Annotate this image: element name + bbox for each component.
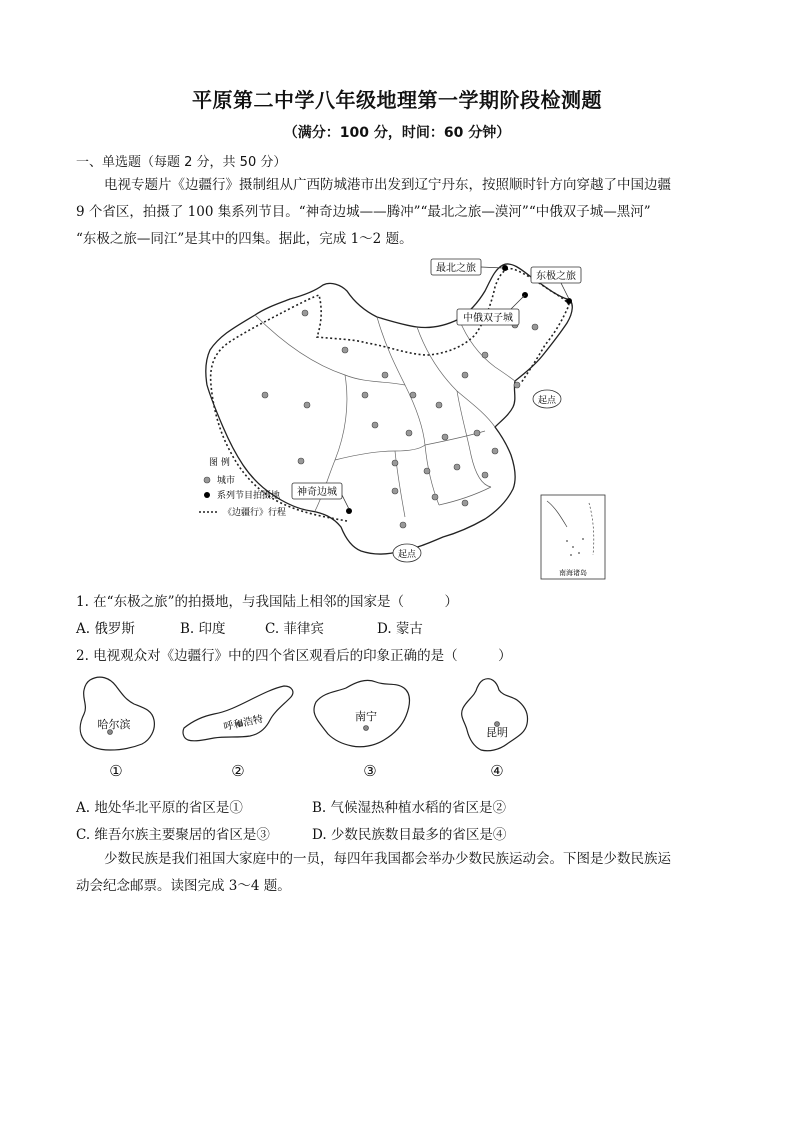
map-callouts — [292, 259, 581, 562]
china-map-figure — [195, 255, 615, 585]
intro-line: 9 个省区，拍摄了 100 集系列节目。“神奇边城——腾冲”“最北之旅—漠河”“中俄双子城—黑河” — [76, 204, 651, 220]
province-1-shape — [70, 670, 170, 760]
q2-option-c[interactable]: C. 维吾尔族主要聚居的省区是③ — [76, 827, 270, 843]
province-1-number: ① — [109, 762, 123, 780]
section2-intro — [76, 846, 724, 900]
south-china-sea-inset — [541, 495, 605, 579]
province-4-shape — [455, 672, 545, 762]
q1-option-a[interactable]: A. 俄罗斯 — [76, 621, 135, 637]
intro-line: 少数民族是我们祖国大家庭中的一员，每四年我国都会举办少数民族运动会。下图是少数民族运 — [104, 851, 671, 867]
intro-line: 电视专题片《边疆行》摄制组从广西防城港市出发到辽宁丹东，按照顺时针方向穿越了中国边疆 — [104, 177, 671, 193]
province-4-city: 昆明 — [486, 726, 508, 739]
legend-title: 图 例 — [209, 458, 230, 468]
q2-option-d[interactable]: D. 少数民族数目最多的省区是④ — [312, 827, 507, 843]
exam-subtitle: （满分：100 分，时间：60 分钟） — [283, 125, 511, 141]
section-heading: 一、单选题（每题 2 分，共 50 分） — [76, 155, 287, 170]
q2-option-a[interactable]: A. 地处华北平原的省区是① — [76, 800, 243, 816]
province-1-city: 哈尔滨 — [97, 718, 131, 731]
q1-option-d[interactable]: D. 蒙古 — [377, 621, 423, 637]
callout-twin: 中俄双子城 — [463, 313, 513, 324]
callout-north: 最北之旅 — [436, 263, 476, 274]
legend-route: 《边疆行》行程 — [223, 508, 287, 518]
province-3-number: ③ — [363, 762, 377, 780]
q2-option-b[interactable]: B. 气候湿热种植水稻的省区是② — [312, 800, 507, 816]
page-title: 平原第二中学八年级地理第一学期阶段检测题 — [192, 88, 602, 112]
shooting-sites — [346, 265, 572, 514]
province-2-number: ② — [231, 762, 245, 780]
legend-site: 系列节目拍摄地 — [217, 491, 281, 501]
province-3-shape — [310, 672, 420, 757]
inset-label: 南海诸岛 — [559, 569, 587, 577]
intro-line: 动会纪念邮票。读图完成 3～4 题。 — [76, 878, 291, 894]
province-3-city: 南宁 — [355, 710, 377, 723]
legend-city: 城市 — [217, 476, 236, 486]
callout-start-sw: 起点 — [397, 550, 417, 560]
question-2-stem: 2. 电视观众对《边疆行》中的四个省区观看后的印象正确的是（ ） — [76, 648, 512, 664]
province-2-shape — [180, 680, 300, 750]
question-1-stem: 1. 在“东极之旅”的拍摄地，与我国陆上相邻的国家是（ ） — [76, 594, 458, 610]
callout-east: 东极之旅 — [536, 271, 576, 282]
intro-line: “东极之旅—同江”是其中的四集。据此，完成 1～2 题。 — [76, 231, 413, 247]
province-2-city: 呼和浩特 — [222, 714, 265, 734]
intro-paragraph — [76, 172, 724, 253]
callout-border: 神奇边城 — [297, 487, 337, 498]
q1-option-b[interactable]: B. 印度 — [180, 621, 226, 637]
callout-start-ne: 起点 — [537, 396, 557, 406]
province-4-number: ④ — [490, 762, 504, 780]
q1-option-c[interactable]: C. 菲律宾 — [265, 621, 324, 637]
